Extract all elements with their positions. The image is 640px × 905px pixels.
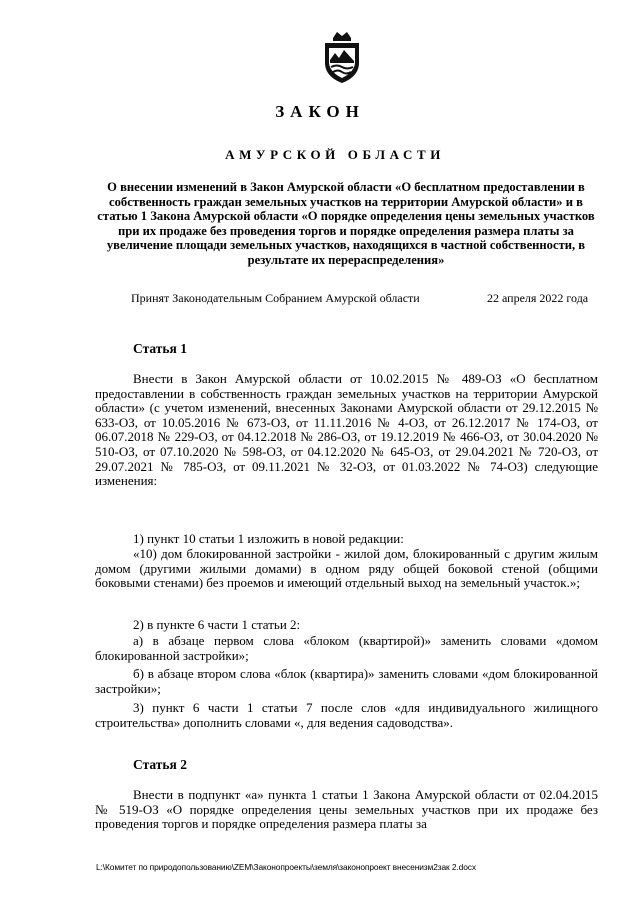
article-1-item-1-text: «10) дом блокированной застройки - жилой дом, блокированный с другим жилым домом (другими жилыми домами) в одном ряду общей боковой стеной (общими боковыми стенами) без проемов и имеющий отдельный выход на земельный участок.»; (95, 546, 598, 591)
article-1-item-1: 1) пункт 10 статьи 1 изложить в новой редакции: (133, 531, 404, 546)
article-2-heading: Статья 2 (133, 757, 187, 772)
article-1-heading: Статья 1 (133, 341, 187, 356)
file-path-footer: L:\Комитет по природопользованию\ZEM\Законопроекты\земля\законопроект внесенизм2зак 2.docx (96, 862, 476, 872)
article-1-intro: Внести в Закон Амурской области от 10.02.2015 № 489-ОЗ «О бесплатном предоставлении в собственность граждан земельных участков на территории Амурской области» (с учетом изменений, внесенных Законами Амурской области от 29.12.2015 № 633-ОЗ, от 10.05.2016 № 673-ОЗ, от 11.11.2016 № 4-ОЗ, от 26.12.2017 № 174-ОЗ, от 06.07.2018 № 229-ОЗ, от 04.12.2018 № 286-ОЗ, от 19.12.2019 № 466-ОЗ, от 30.04.2020 № 510-ОЗ, от 07.10.2020 № 598-ОЗ, от 04.12.2020 № 645-ОЗ, от 29.04.2021 № 720-ОЗ, от 29.07.2021 № 785-ОЗ, от 09.11.2021 № 32-ОЗ, от 01.03.2022 № 74-ОЗ) следующие изменения: (95, 371, 598, 489)
adoption-authority: Принят Законодательным Собранием Амурской области (131, 291, 420, 305)
article-1-item-2b: б) в абзаце втором слова «блок (квартира)» заменить словами «дом блокированной застройки»; (95, 666, 598, 696)
amur-region-emblem-icon (321, 30, 363, 84)
article-1-item-2: 2) в пункте 6 части 1 статьи 2: (133, 617, 301, 632)
document-type-title: ЗАКОН (275, 102, 365, 121)
article-2-text: Внести в подпункт «а» пункта 1 статьи 1 Закона Амурской области от 02.04.2015 № 519-ОЗ «О порядке определения цены земельных участков при их продаже без проведения торгов и порядке определения размера платы за (95, 787, 598, 832)
region-title: АМУРСКОЙ ОБЛАСТИ (225, 147, 445, 162)
article-1-item-2a: а) в абзаце первом слова «блоком (квартирой)» заменить словами «домом блокированной застройки»; (95, 633, 598, 663)
adoption-date: 22 апреля 2022 года (487, 291, 589, 305)
article-1-item-3: 3) пункт 6 части 1 статьи 7 после слов «для индивидуального жилищного строительства» дополнить словами «, для ведения садоводства». (95, 700, 598, 730)
law-name: О внесении изменений в Закон Амурской области «О бесплатном предоставлении в собственность граждан земельных участков на территории Амурской области» и в статью 1 Закона Амурской области «О порядке определения цены земельных участков при их продаже без проведения торгов и порядке определения размера платы за увеличение площади земельных участков, находящихся в частной собственности, в результате их перераспределения» (97, 180, 595, 267)
